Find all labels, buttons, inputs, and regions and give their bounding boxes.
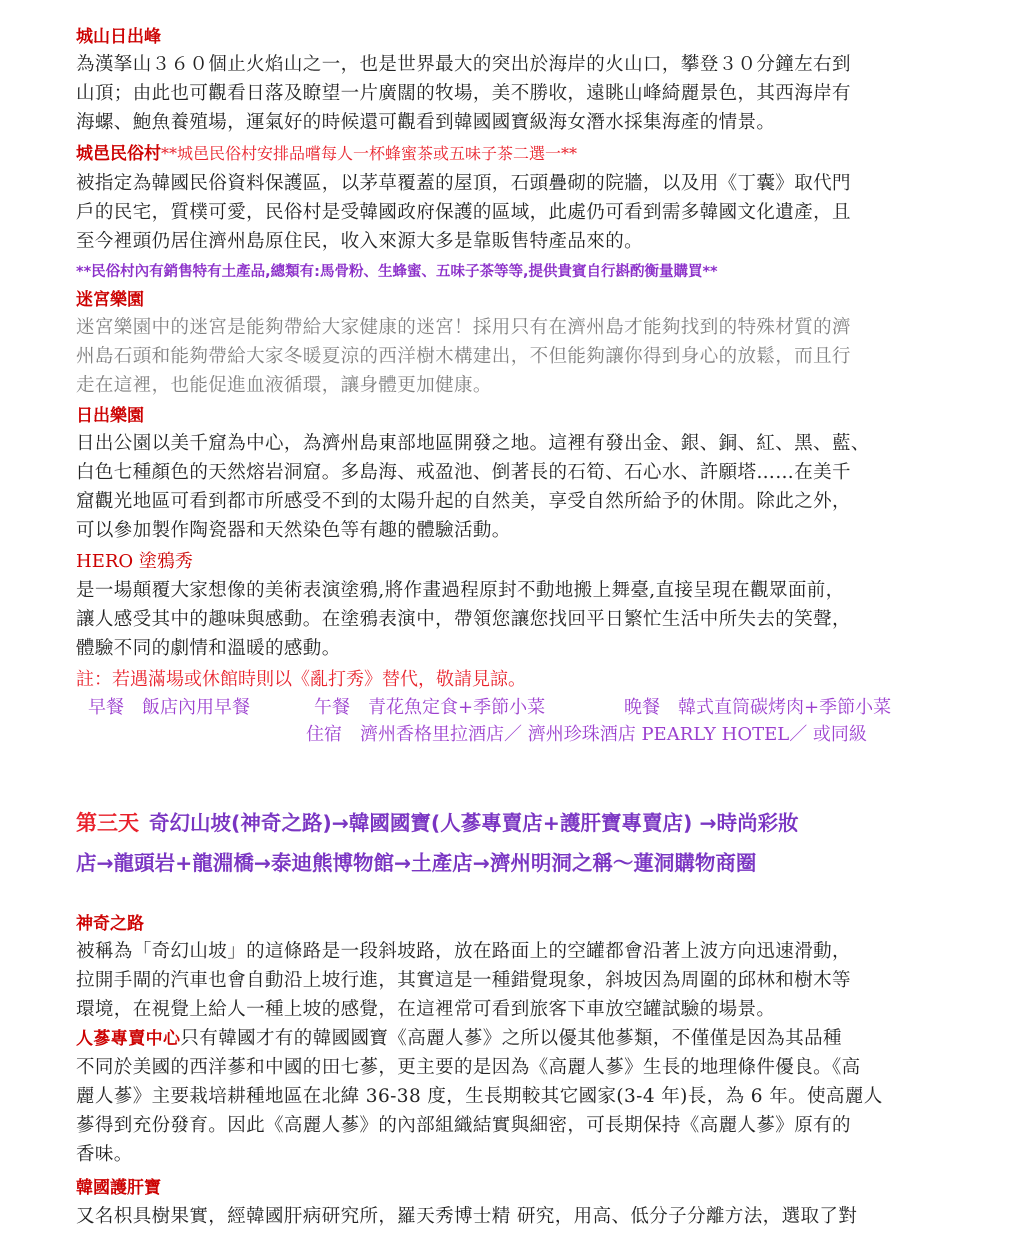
body-line: 香味。 (76, 1144, 133, 1165)
body-line: 環境，在視覺上給人一種上坡的感覺，在這裡常可看到旅客下車放空罐試驗的場景。 (76, 999, 776, 1020)
section-title-seongsan: 城山日出峰 (76, 27, 161, 47)
section-body-maze-park (76, 313, 926, 400)
body-line-first (76, 1024, 926, 1053)
meals-row (88, 693, 928, 717)
day3-title-line2: 店→龍頭岩+龍淵橋→泰迪熊博物館→土產店→濟州明洞之稱～蓮洞購物商圈 (76, 851, 757, 875)
day3-route-part1: 奇幻山坡(神奇之路)→韓國國寶(人蔘專賣店+護肝寶專賣店) →時尚彩妝 (149, 811, 799, 835)
body-line: 讓人感受其中的趣味與感動。在塗鴉表演中，帶領您讓您找回平日繁忙生活中所失去的笑聲， (76, 609, 851, 630)
section-body-mystery-road (76, 937, 926, 1024)
body-line: 走在這裡，也能促進血液循環，讓身體更加健康。 (76, 375, 492, 396)
section-body-sunrise-park (76, 429, 926, 545)
body-line: 可以參加製作陶瓷器和天然染色等有趣的體驗活動。 (76, 520, 511, 541)
body-line: 迷宮樂園中的迷宮是能夠帶給大家健康的迷宮！採用只有在濟州島才能夠找到的特殊材質的濟 (76, 317, 851, 338)
section-title-maze-park: 迷宮樂園 (76, 290, 144, 310)
section-body-folk-village (76, 169, 926, 256)
meal-lunch: 午餐 青花魚定食+季節小菜 (314, 697, 546, 718)
body-line: 至今裡頭仍居住濟州島原住民，收入來源大多是靠販售特產品來的。 (76, 231, 644, 252)
section-title-hero-show: HERO 塗鴉秀 (76, 551, 193, 572)
body-line: 日出公園以美千窟為中心，為濟州島東部地區開發之地。這裡有發出金、銀、銅、紅、黑、藍、 (76, 433, 870, 454)
section-title-note: **城邑民俗村安排品嚐每人一杯蜂蜜茶或五味子茶二選一** (161, 144, 578, 163)
folk-village-shopping-note: **民俗村內有銷售特有土產品,總類有:馬骨粉、生蜂蜜、五味子茶等等,提供貴賓自行斟酌衡量購買** (76, 264, 718, 280)
body-line: 被指定為韓國民俗資料保護區，以茅草覆蓋的屋頂，石頭疊砌的院牆，以及用《丁囊》取代門 (76, 173, 851, 194)
meal-breakfast: 早餐 飯店內用早餐 (88, 697, 250, 718)
lodging-line: 住宿 濟州香格里拉酒店／ 濟州珍珠酒店 PEARLY HOTEL／ 或同級 (306, 724, 867, 745)
ginseng-first-line-text: 只有韓國才有的韓國國寶《高麗人蔘》之所以優其他蔘類，不僅僅是因為其品種 (180, 1028, 842, 1049)
section-title-sunrise-park: 日出樂園 (76, 406, 144, 426)
body-line: 為漢拏山３６０個止火焰山之一，也是世界最大的突出於海岸的火山口，攀登３０分鐘左右到 (76, 54, 851, 75)
body-line: 拉開手閘的汽車也會自動沿上坡行進，其實這是一種錯覺現象，斜坡因為周圍的邱林和樹木等 (76, 970, 851, 991)
body-line: 麗人蔘》主要栽培耕種地區在北緯 36-38 度，生長期較其它國家(3-4 年)長，為 6 年。使高麗人 (76, 1086, 883, 1107)
day3-label: 第三天 (76, 810, 139, 835)
section-title-ginseng: 人蔘專賣中心 (76, 1029, 181, 1049)
section-title-mystery-road: 神奇之路 (76, 914, 144, 934)
body-line: 又名枳具樹果實，經韓國肝病研究所，羅天秀博士精 研究，用高、低分子分離方法，選取了對 (76, 1206, 858, 1227)
body-line: 是一場顛覆大家想像的美術表演塗鴉,將作畫過程原封不動地搬上舞臺,直接呈現在觀眾面前， (76, 580, 845, 601)
day3-title-line1 (76, 810, 799, 836)
body-line: 窟觀光地區可看到都市所感受不到的太陽升起的自然美，享受自然所給予的休閒。除此之外， (76, 491, 851, 512)
body-line: 體驗不同的劇情和溫暖的感動。 (76, 638, 341, 659)
section-title-folk-village (76, 143, 577, 165)
body-line: 蔘得到充份發育。因此《高麗人蔘》的內部組織結實與細密，可長期保持《高麗人蔘》原有的 (76, 1115, 851, 1136)
section-body-hero-show (76, 576, 926, 663)
body-line: 戶的民宅，質樸可愛，民俗村是受韓國政府保護的區域，此處仍可看到需多韓國文化遺產，且 (76, 202, 851, 223)
section-title-text: 城邑民俗村 (76, 144, 161, 164)
body-line: 不同於美國的西洋蔘和中國的田七蔘，更主要的是因為《高麗人蔘》生長的地理條件優良。《高 (76, 1057, 861, 1078)
section-title-liver-care: 韓國護肝寶 (76, 1178, 161, 1198)
body-line: 山頂；由此也可觀看日落及瞭望一片廣闊的牧場，美不勝收，遠眺山峰綺麗景色，其西海岸有 (76, 83, 851, 104)
hero-show-substitute-note: 註：若遇滿場或休館時則以《亂打秀》替代，敬請見諒。 (76, 669, 526, 690)
body-line: 海螺、鮑魚養殖場，運氣好的時候還可觀看到韓國國寶級海女潛水採集海產的情景。 (76, 112, 776, 133)
section-body-seongsan (76, 50, 926, 137)
body-line: 被稱為「奇幻山坡」的這條路是一段斜坡路，放在路面上的空罐都會沿著上波方向迅速滑動， (76, 941, 851, 962)
meal-dinner: 晚餐 韓式直筒碳烤肉+季節小菜 (624, 697, 892, 718)
section-body-ginseng (76, 1024, 926, 1169)
section-body-liver-care (76, 1202, 926, 1231)
body-line: 州島石頭和能夠帶給大家冬暖夏涼的西洋樹木構建出，不但能夠讓你得到身心的放鬆，而且行 (76, 346, 851, 367)
body-line: 白色七種顏色的天然熔岩洞窟。多島海、戒盈池、倒著長的石筍、石心水、許願塔……在美千 (76, 462, 851, 483)
